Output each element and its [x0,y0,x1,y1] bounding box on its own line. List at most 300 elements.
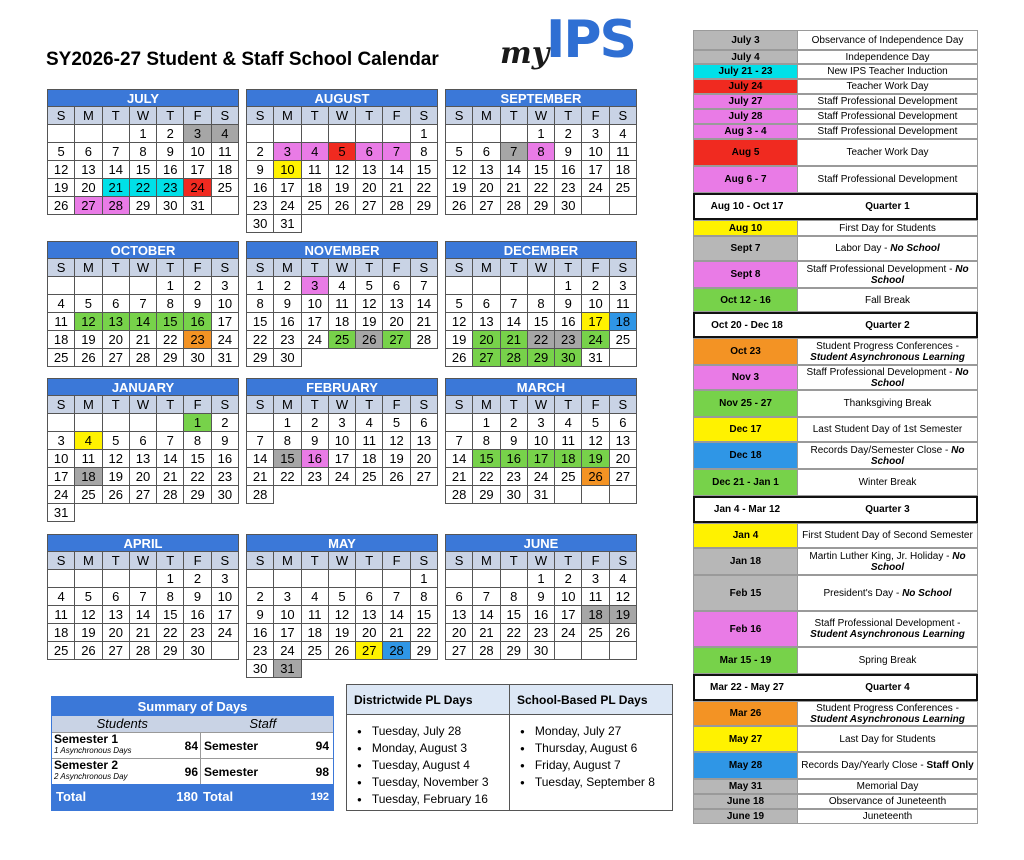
day-cell [446,570,473,588]
day-cell: 6 [473,143,500,161]
legend-date: July 4 [694,51,798,63]
students-days: 84 [184,739,198,753]
legend-description: Martin Luther King, Jr. Holiday - No School [798,549,977,574]
day-cell: 29 [501,642,528,660]
legend-date: Dec 21 - Jan 1 [694,470,798,495]
day-cell: 1 [274,414,301,432]
day-cell: 21 [130,331,157,349]
weekday-label: M [473,552,500,570]
weekday-label: F [184,259,211,277]
day-cell: 22 [157,624,184,642]
day-cell: 4 [48,588,75,606]
day-cell: 18 [302,179,329,197]
day-cell: 29 [130,197,157,215]
day-cell: 11 [302,161,329,179]
pl-day-item: ● Tuesday, July 28 [357,723,509,740]
weekday-label: M [75,396,102,414]
day-cell: 7 [383,588,410,606]
month-august [246,89,438,233]
day-cell: 23 [247,197,274,215]
legend-row [693,611,978,647]
week-row [48,331,239,349]
day-cell: 31 [184,197,211,215]
day-cell: 25 [610,331,637,349]
legend-description: Fall Break [798,289,977,311]
day-cell: 24 [212,331,239,349]
logo-my-text: my [500,36,550,71]
day-cell [329,570,356,588]
weekday-label: S [212,552,239,570]
day-cell: 9 [184,295,211,313]
weekday-label: W [528,259,555,277]
day-cell [411,486,438,504]
day-cell: 12 [383,432,410,450]
pl-day-item: ● Tuesday, August 4 [357,757,509,774]
weekday-label: W [329,552,356,570]
legend-row [693,442,978,469]
staff-semester-label: Semester [200,733,301,758]
day-cell: 15 [411,161,438,179]
day-cell [446,414,473,432]
legend-date: May 31 [694,780,798,793]
week-row [446,277,637,295]
day-cell [329,486,356,504]
day-cell [103,414,130,432]
day-cell: 10 [555,588,582,606]
legend-description: Quarter 3 [799,498,976,521]
weekday-label: M [274,552,301,570]
day-cell: 10 [48,450,75,468]
day-cell: 5 [75,588,102,606]
day-cell [356,570,383,588]
day-cell: 22 [528,331,555,349]
day-cell: 23 [212,468,239,486]
day-cell: 8 [247,295,274,313]
weekday-label: T [501,396,528,414]
weekday-label: S [610,107,637,125]
day-cell: 31 [274,660,301,678]
day-cell: 23 [157,179,184,197]
day-cell [103,125,130,143]
weekday-label: T [103,107,130,125]
day-cell: 28 [411,331,438,349]
day-cell: 18 [610,313,637,331]
month-may [246,534,438,678]
day-cell: 6 [356,588,383,606]
legend-date: May 28 [694,753,798,778]
legend-date: July 28 [694,110,798,123]
weekday-label: M [473,107,500,125]
day-cell [329,349,356,367]
day-cell: 22 [130,179,157,197]
weekday-label: M [274,107,301,125]
legend-row [693,64,978,79]
day-cell [48,414,75,432]
weekday-label: F [383,552,410,570]
weekday-header-row [247,259,438,277]
legend-description: Last Student Day of 1st Semester [798,418,977,441]
day-cell: 4 [610,125,637,143]
day-cell: 7 [247,432,274,450]
day-cell: 6 [130,432,157,450]
day-cell: 21 [383,624,410,642]
legend-description: Records Day/Semester Close - No School [798,443,977,468]
weekday-label: S [212,396,239,414]
weekday-label: W [329,259,356,277]
weekday-header-row [446,107,637,125]
day-cell: 10 [329,432,356,450]
day-cell [383,125,410,143]
day-cell: 14 [501,161,528,179]
day-cell [75,277,102,295]
week-row [247,179,438,197]
day-cell: 15 [130,161,157,179]
legend-description: Quarter 1 [799,195,976,218]
month-december [445,241,637,367]
day-cell: 9 [302,432,329,450]
day-cell: 14 [157,450,184,468]
legend-row [693,288,978,312]
weekday-header-row [48,107,239,125]
day-cell: 10 [184,143,211,161]
day-cell: 30 [274,349,301,367]
weekday-label: M [473,396,500,414]
legend-row [693,701,978,726]
weekday-header-row [247,107,438,125]
staff-days: 94 [315,739,329,753]
week-row [446,331,637,349]
day-cell: 11 [329,295,356,313]
day-cell: 17 [274,624,301,642]
districtwide-pl-list [347,715,509,808]
day-cell [247,414,274,432]
legend-date: Sept 7 [694,237,798,260]
month-march [445,378,637,504]
day-cell: 14 [383,606,410,624]
day-cell: 31 [274,215,301,233]
summary-of-days [51,696,334,811]
day-cell: 2 [555,570,582,588]
day-cell: 12 [582,432,609,450]
weekday-label: T [103,259,130,277]
weekday-label: T [555,396,582,414]
day-cell: 20 [411,450,438,468]
day-cell: 2 [212,414,239,432]
day-cell: 3 [184,125,211,143]
day-cell: 5 [582,414,609,432]
weekday-label: F [582,107,609,125]
weekday-header-row [48,552,239,570]
legend-row [693,794,978,809]
semester-label: Semester 2 [54,758,119,772]
day-cell: 29 [528,197,555,215]
day-cell [302,660,329,678]
legend-row [693,50,978,64]
school-pl-header: School-Based PL Days [510,685,672,715]
week-row [446,606,637,624]
week-row [446,161,637,179]
day-cell: 18 [582,606,609,624]
districtwide-pl-column [347,685,509,810]
day-cell [130,414,157,432]
weekday-label: S [411,396,438,414]
day-cell: 6 [411,414,438,432]
week-row [446,624,637,642]
weekday-label: T [302,259,329,277]
day-cell: 14 [130,606,157,624]
day-cell: 5 [48,143,75,161]
day-cell: 17 [555,606,582,624]
day-cell: 9 [501,432,528,450]
day-cell: 13 [610,432,637,450]
day-cell: 27 [103,349,130,367]
day-cell: 27 [473,349,500,367]
day-cell: 25 [555,468,582,486]
day-cell: 30 [184,349,211,367]
day-cell: 27 [383,331,410,349]
legend-description: First Student Day of Second Semester [798,524,977,547]
week-row [247,215,438,233]
week-row [48,414,239,432]
pl-day-item: ● Tuesday, September 8 [520,774,672,791]
week-row [247,588,438,606]
month-title: DECEMBER [446,242,637,259]
day-cell [356,349,383,367]
day-cell: 16 [555,313,582,331]
weekday-label: T [302,396,329,414]
day-cell: 21 [446,468,473,486]
day-cell: 19 [582,450,609,468]
day-cell: 26 [75,642,102,660]
day-cell: 13 [446,606,473,624]
week-row [446,486,637,504]
day-cell [383,660,410,678]
weekday-label: F [184,107,211,125]
day-cell: 17 [212,313,239,331]
day-cell: 3 [212,570,239,588]
day-cell [582,197,609,215]
day-cell: 20 [130,468,157,486]
month-june [445,534,637,660]
legend-description: Spring Break [798,648,977,673]
async-note: 1 Asynchronous Days [54,746,132,755]
month-october [47,241,239,367]
week-row [247,642,438,660]
day-cell: 12 [103,450,130,468]
day-cell: 8 [473,432,500,450]
legend-date: Mar 22 - May 27 [695,676,799,699]
total-staff: 192 [310,791,329,803]
week-row [247,624,438,642]
day-cell: 5 [329,143,356,161]
day-cell: 27 [473,197,500,215]
weekday-label: S [446,259,473,277]
day-cell: 22 [157,331,184,349]
legend-date: May 27 [694,727,798,751]
month-title: MAY [247,535,438,552]
day-cell: 26 [446,349,473,367]
week-row [48,125,239,143]
day-cell [302,215,329,233]
day-cell: 20 [446,624,473,642]
day-cell: 2 [157,125,184,143]
day-cell [555,486,582,504]
day-cell: 22 [184,468,211,486]
day-cell: 18 [329,313,356,331]
day-cell: 24 [212,624,239,642]
weekday-label: T [555,552,582,570]
day-cell [48,125,75,143]
day-cell: 6 [383,277,410,295]
day-cell: 5 [446,143,473,161]
day-cell: 26 [383,468,410,486]
weekday-label: T [555,107,582,125]
legend-description: Staff Professional Development [798,167,977,192]
day-cell: 3 [302,277,329,295]
weekday-label: S [247,396,274,414]
weekday-label: F [582,396,609,414]
day-cell: 17 [184,161,211,179]
legend-description: Independence Day [798,51,977,63]
day-cell: 1 [528,125,555,143]
day-cell: 8 [411,143,438,161]
day-cell: 20 [610,450,637,468]
day-cell: 24 [302,331,329,349]
day-cell [555,642,582,660]
day-cell: 26 [356,331,383,349]
day-cell: 26 [329,197,356,215]
week-row [247,197,438,215]
legend-row [693,166,978,193]
day-cell: 16 [247,624,274,642]
legend-date: Feb 16 [694,612,798,646]
legend-description: Staff Professional Development - No School [798,366,977,389]
day-cell [274,125,301,143]
day-cell [103,504,130,522]
day-cell: 5 [329,588,356,606]
day-cell: 21 [157,468,184,486]
day-cell: 22 [411,179,438,197]
day-cell [473,570,500,588]
week-row [247,606,438,624]
week-row [247,468,438,486]
day-cell: 17 [212,606,239,624]
day-cell: 9 [212,432,239,450]
day-cell: 19 [610,606,637,624]
day-cell: 3 [274,143,301,161]
day-cell [130,504,157,522]
day-cell: 19 [75,624,102,642]
total-label: Total [56,789,87,804]
day-cell: 9 [184,588,211,606]
day-cell: 27 [446,642,473,660]
day-cell: 15 [473,450,500,468]
day-cell: 23 [247,642,274,660]
day-cell: 1 [184,414,211,432]
legend-date: Aug 3 - 4 [694,125,798,138]
month-title: MARCH [446,379,637,396]
week-row [247,660,438,678]
week-row [48,161,239,179]
day-cell: 28 [247,486,274,504]
legend-date: Mar 26 [694,702,798,725]
day-cell: 8 [157,588,184,606]
week-row [446,642,637,660]
day-cell: 3 [582,125,609,143]
day-cell: 4 [555,414,582,432]
day-cell: 22 [501,624,528,642]
day-cell [302,349,329,367]
pl-days-table [346,684,673,811]
week-row [48,295,239,313]
day-cell: 29 [157,642,184,660]
week-row [446,313,637,331]
quarter-row [693,674,978,701]
weekday-label: F [184,396,211,414]
staff-days: 98 [315,765,329,779]
day-cell: 3 [528,414,555,432]
day-cell: 19 [329,624,356,642]
week-row [247,432,438,450]
day-cell: 28 [383,197,410,215]
week-row [48,504,239,522]
day-cell: 12 [446,313,473,331]
day-cell: 26 [103,486,130,504]
day-cell: 26 [48,197,75,215]
day-cell: 20 [103,624,130,642]
day-cell: 5 [356,277,383,295]
day-cell: 5 [383,414,410,432]
day-cell [411,215,438,233]
day-cell [610,197,637,215]
page-title: SY2026-27 Student & Staff School Calendar [46,49,439,70]
legend-row [693,30,978,50]
weekday-label: S [48,259,75,277]
day-cell: 11 [212,143,239,161]
day-cell [610,642,637,660]
day-cell: 17 [582,313,609,331]
staff-label: Staff [249,716,277,731]
districtwide-pl-header: Districtwide PL Days [347,685,509,715]
day-cell: 11 [356,432,383,450]
day-cell: 8 [184,432,211,450]
month-title: AUGUST [247,90,438,107]
legend-row [693,220,978,236]
day-cell: 25 [302,197,329,215]
day-cell [411,660,438,678]
day-cell: 16 [212,450,239,468]
day-cell: 28 [130,642,157,660]
legend-description: Teacher Work Day [798,80,977,93]
day-cell [212,504,239,522]
day-cell: 19 [329,179,356,197]
day-cell [383,570,410,588]
legend-row [693,139,978,166]
day-cell: 13 [75,161,102,179]
day-cell: 20 [75,179,102,197]
day-cell: 2 [302,414,329,432]
day-cell: 24 [582,179,609,197]
day-cell: 30 [247,215,274,233]
day-cell [383,215,410,233]
day-cell: 18 [48,624,75,642]
legend-description: Quarter 2 [799,314,976,336]
day-cell [302,486,329,504]
day-cell: 4 [302,588,329,606]
summary-row [52,732,333,758]
day-cell: 15 [501,606,528,624]
day-cell [75,125,102,143]
